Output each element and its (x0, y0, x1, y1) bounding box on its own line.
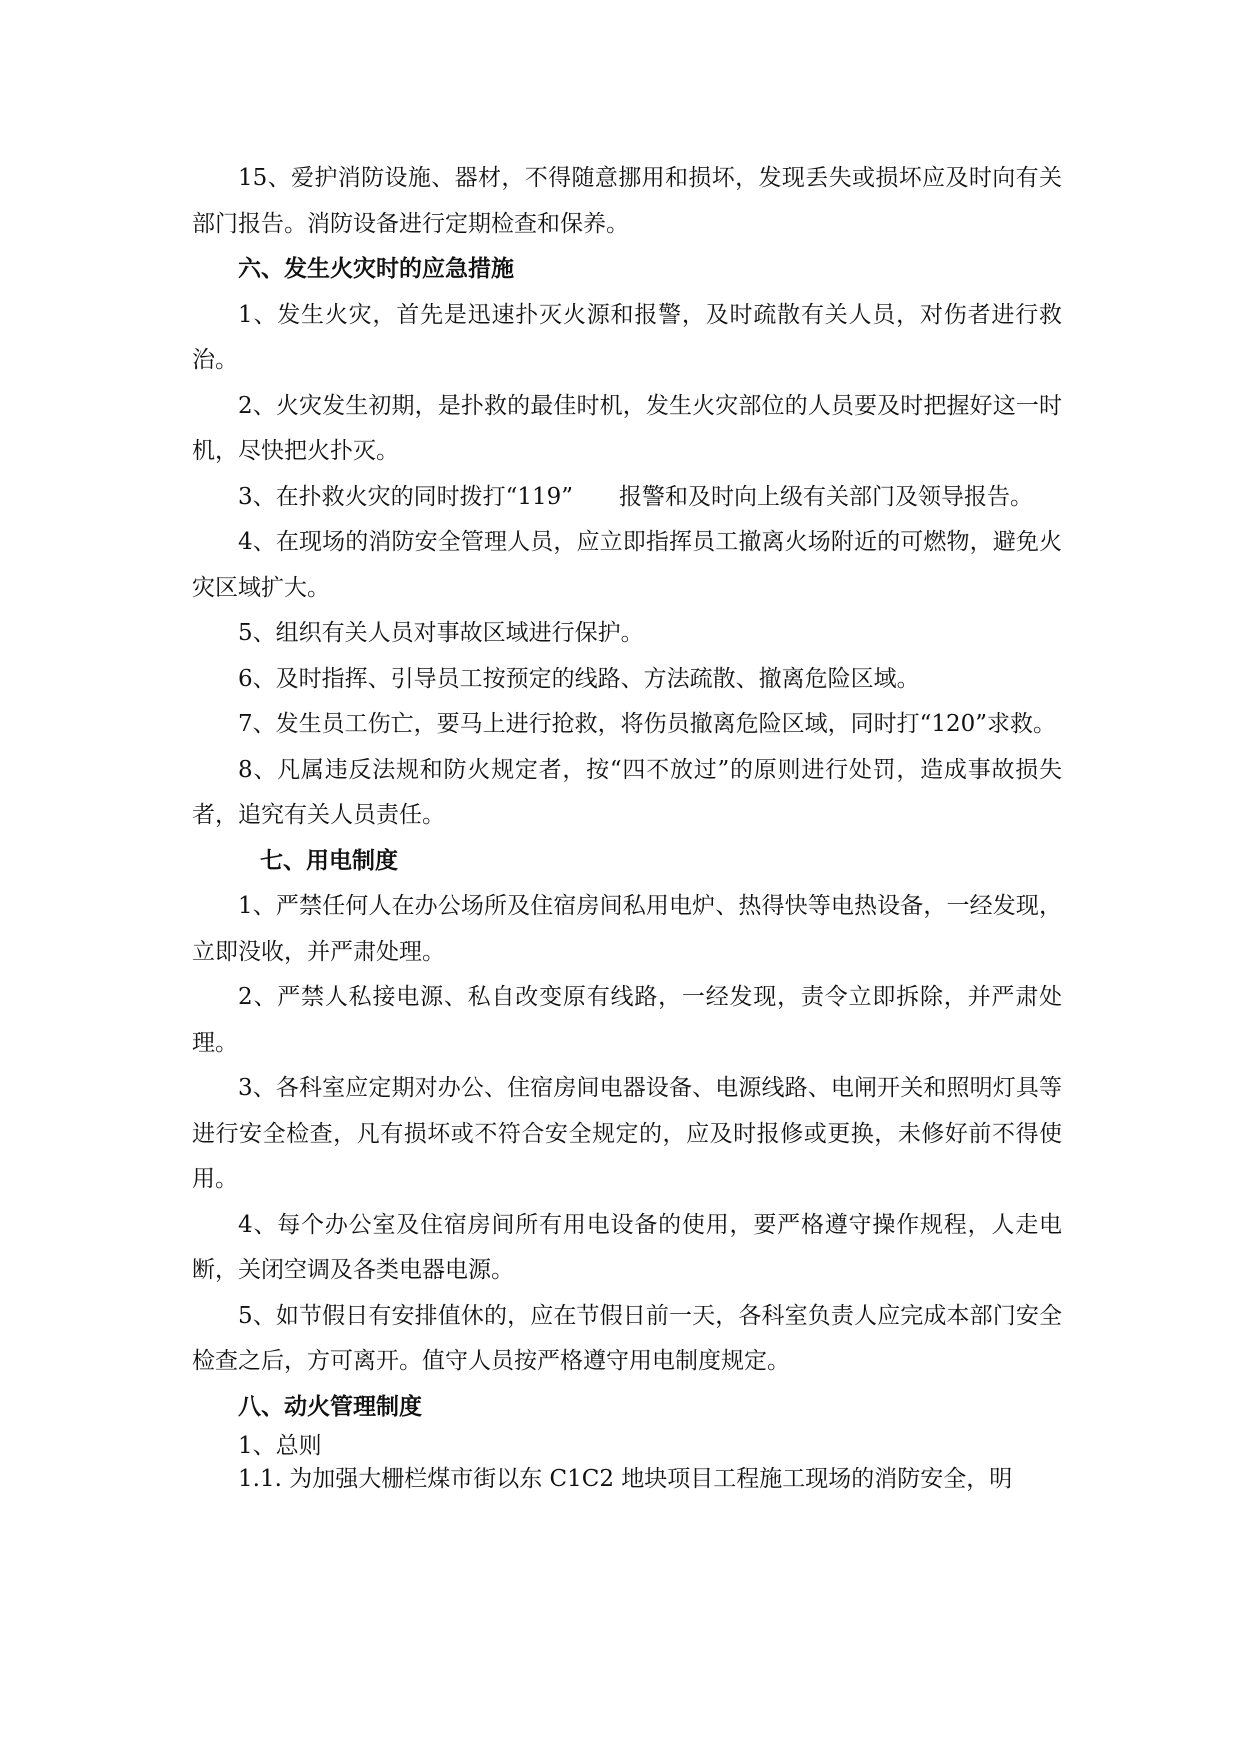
section-heading-6: 六、发生火灾时的应急措施 (238, 256, 514, 282)
emergency-item-7: 7、发生员工伤亡，要马上进行抢救，将伤员撤离危险区域，同时打“120”求救。 (238, 711, 1057, 737)
fire-clause-1-1: 1.1. 为加强大栅栏煤市街以东 C1C2 地块项目工程施工现场的消防安全，明 (238, 1466, 1013, 1492)
electricity-item-5: 5、如节假日有安排值休的，应在节假日前一天，各科室负责人应完成本部门安全检查之后，方可离开。值守人员按严格遵守用电制度规定。 (192, 1302, 1062, 1374)
emergency-item-8: 8、凡属违反法规和防火规定者，按“四不放过”的原则进行处罚，造成事故损失者，追究有关人员责任。 (192, 756, 1062, 828)
section-heading-7: 七、用电制度 (260, 847, 398, 874)
electricity-item-4: 4、每个办公室及住宿房间所有用电设备的使用，要严格遵守操作规程，人走电断，关闭空调及各类电器电源。 (192, 1211, 1062, 1283)
emergency-item-5: 5、组织有关人员对事故区域进行保护。 (238, 620, 644, 646)
emergency-item-4: 4、在现场的消防安全管理人员，应立即指挥员工撤离火场附近的可燃物，避免火灾区域扩大。 (192, 529, 1062, 601)
electricity-item-3: 3、各科室应定期对办公、住宿房间电器设备、电源线路、电闸开关和照明灯具等进行安全检查，凡有损坏或不符合安全规定的，应及时报修或更换，未修好前不得使用。 (192, 1075, 1062, 1192)
emergency-item-3: 3、在扑救火灾的同时拨打“119” 报警和及时向上级有关部门及领导报告。 (238, 483, 1034, 510)
emergency-item-6: 6、及时指挥、引导员工按预定的线路、方法疏散、撤离危险区域。 (238, 665, 920, 692)
emergency-item-1: 1、发生火灾，首先是迅速扑灭火源和报警，及时疏散有关人员，对伤者进行救治。 (192, 301, 1062, 373)
section-heading-8: 八、动火管理制度 (238, 1393, 422, 1420)
paragraph-15: 15、爱护消防设施、器材，不得随意挪用和损坏，发现丢失或损坏应及时向有关部门报告。消防设备进行定期检查和保养。 (192, 165, 1062, 237)
fire-general-heading: 1、总则 (238, 1433, 322, 1459)
electricity-item-2: 2、严禁人私接电源、私自改变原有线路，一经发现，责令立即拆除，并严肃处理。 (192, 984, 1062, 1056)
emergency-item-2: 2、火灾发生初期，是扑救的最佳时机，发生火灾部位的人员要及时把握好这一时机，尽快把火扑灭。 (192, 392, 1062, 464)
document-body (192, 156, 1062, 1496)
electricity-item-1: 1、严禁任何人在办公场所及住宿房间私用电炉、热得快等电热设备，一经发现，立即没收，并严肃处理。 (192, 893, 1062, 965)
